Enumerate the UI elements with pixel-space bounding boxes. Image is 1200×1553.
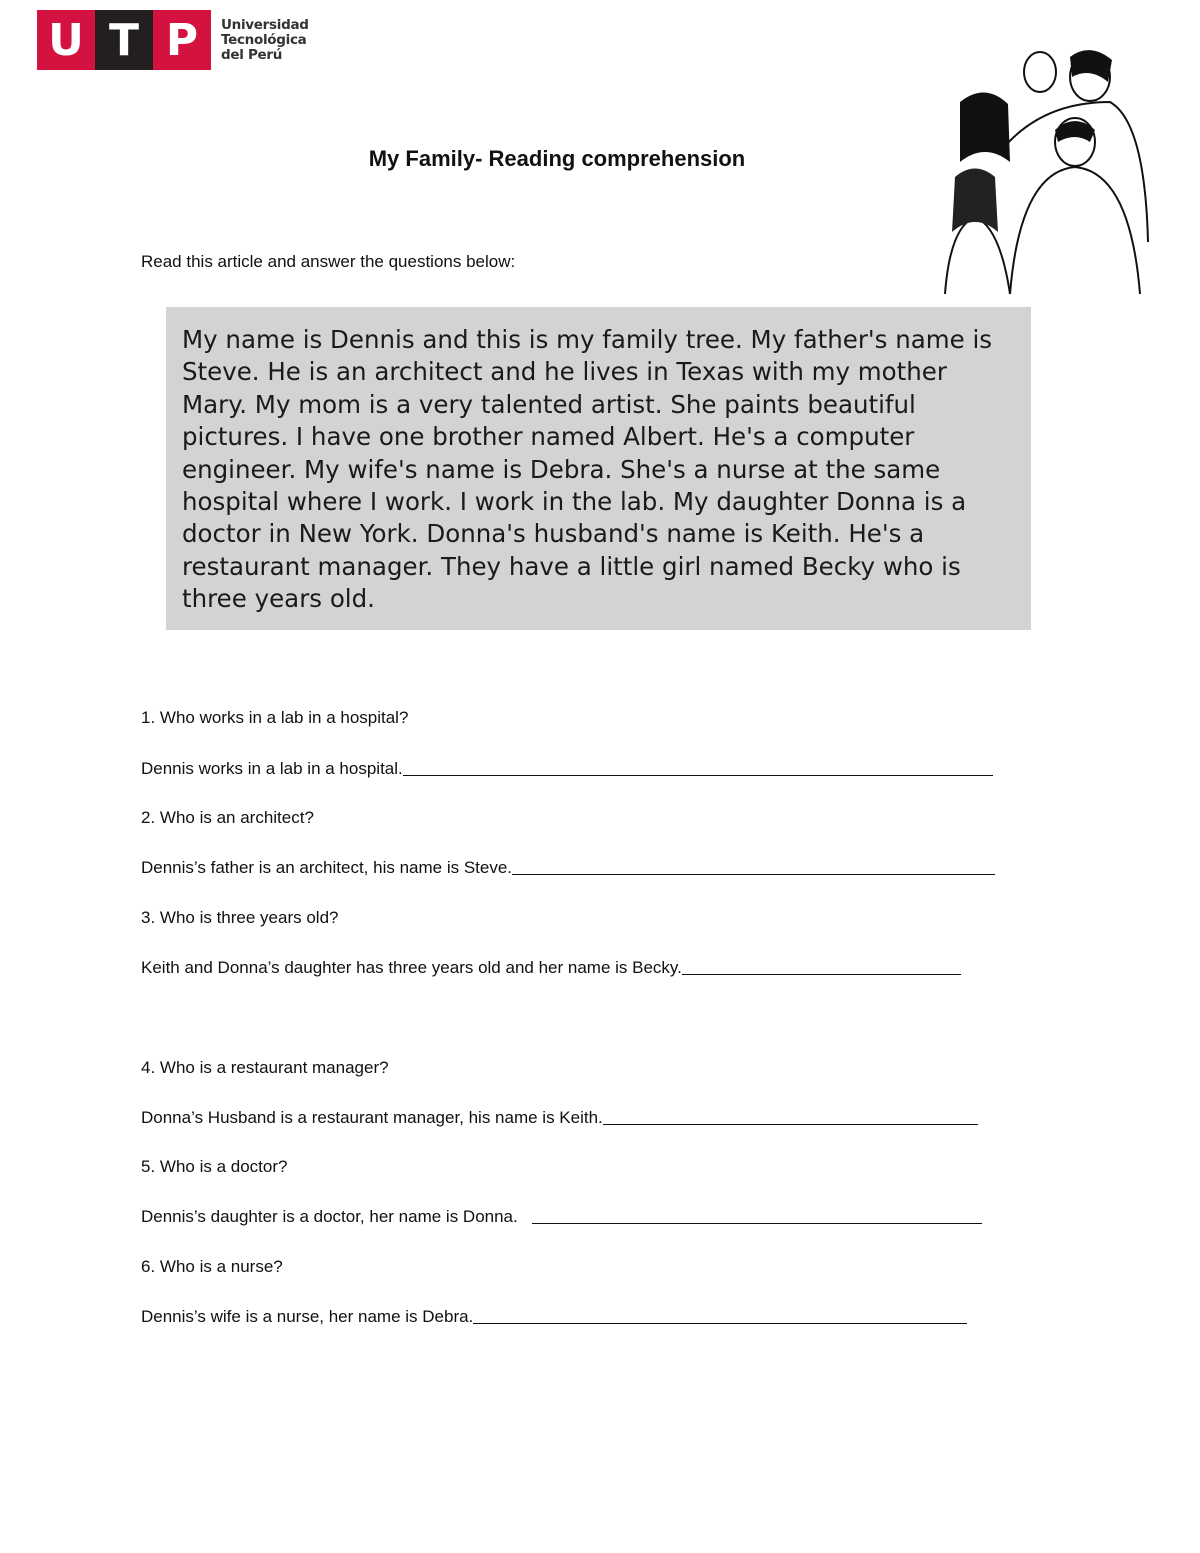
- logo-letter-u: U: [37, 10, 95, 70]
- answer-line: [473, 1322, 967, 1324]
- utp-logo: [37, 10, 309, 70]
- answer-text: Dennis’s daughter is a doctor, her name is Donna.: [141, 1207, 518, 1226]
- logo-line: del Perú: [221, 46, 283, 63]
- answer-5[interactable]: [141, 1207, 982, 1227]
- logo-letter-t: T: [95, 10, 153, 70]
- answer-4[interactable]: [141, 1108, 978, 1128]
- logo-line: Universidad: [221, 16, 309, 33]
- answer-text: Dennis’s father is an architect, his name is Steve.: [141, 858, 513, 877]
- question-6: 6. Who is a nurse?: [141, 1257, 283, 1276]
- answer-line: [403, 774, 993, 776]
- page-title: My Family- Reading comprehension: [368, 146, 746, 171]
- logo-line: Tecnológica: [221, 31, 307, 48]
- question-3: 3. Who is three years old?: [141, 908, 339, 927]
- answer-text: Keith and Donna’s daughter has three years old and her name is Becky.: [141, 958, 682, 977]
- logo-letter-p: P: [153, 10, 211, 70]
- answer-3[interactable]: [141, 958, 961, 978]
- answer-line: [603, 1123, 978, 1125]
- instructions: Read this article and answer the questions below:: [141, 252, 516, 271]
- answer-text: Donna’s Husband is a restaurant manager, his name is Keith.: [141, 1108, 603, 1127]
- answer-2[interactable]: [141, 858, 995, 878]
- answer-1[interactable]: [141, 759, 993, 779]
- question-5: 5. Who is a doctor?: [141, 1157, 288, 1176]
- answer-6[interactable]: [141, 1307, 967, 1327]
- answer-line: [532, 1222, 982, 1224]
- reading-passage: My name is Dennis and this is my family tree. My father's name is Steve. He is an architect and he lives in Texas with my mother Mary. My mom is a very talented artist. She paints beautiful pictures. I have one brother named Albert. He's a computer engineer. My wife's name is Debra. She's a nurse at the same hospital where I work. I work in the lab. My daughter Donna is a doctor in New York. Donna's husband's name is Keith. He's a restaurant manager. They have a little girl named Becky who is three years old.: [166, 307, 1031, 630]
- question-1: 1. Who works in a lab in a hospital?: [141, 708, 409, 727]
- logo-name: [221, 18, 309, 63]
- question-2: 2. Who is an architect?: [141, 808, 314, 827]
- answer-text: Dennis’s wife is a nurse, her name is Debra.: [141, 1307, 474, 1326]
- answer-line: [682, 973, 961, 975]
- answer-text: Dennis works in a lab in a hospital.: [141, 759, 403, 778]
- question-4: 4. Who is a restaurant manager?: [141, 1058, 389, 1077]
- answer-line: [512, 873, 995, 875]
